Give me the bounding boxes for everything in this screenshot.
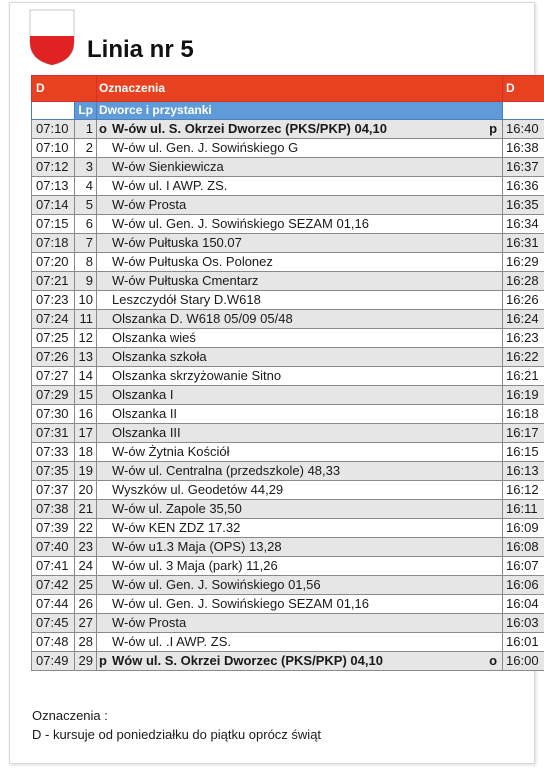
stop-cell bbox=[97, 291, 503, 310]
stop-name: W-ów KEN ZDZ 17.32 bbox=[112, 520, 241, 535]
table-row bbox=[32, 424, 544, 443]
stop-cell bbox=[97, 633, 503, 652]
table-row bbox=[32, 139, 544, 158]
stop-cell bbox=[97, 595, 503, 614]
stop-name: Olszanka skrzyżowanie Sitno bbox=[112, 368, 282, 383]
stop-cell bbox=[97, 272, 503, 291]
stop-name: Wyszków ul. Geodetów 44,29 bbox=[112, 482, 284, 497]
stop-number: 25 bbox=[75, 576, 97, 595]
stop-name: Olszanka III bbox=[112, 425, 181, 440]
stop-name: W-ów ul. Gen. J. Sowińskiego SEZAM 01,16 bbox=[112, 216, 369, 231]
return-time: 16:01 bbox=[503, 633, 544, 652]
stop-cell bbox=[97, 215, 503, 234]
departure-time: 07:14 bbox=[32, 196, 75, 215]
departure-time: 07:45 bbox=[32, 614, 75, 633]
stop-number: 21 bbox=[75, 500, 97, 519]
stop-number: 4 bbox=[75, 177, 97, 196]
stop-name: W-ów Sienkiewicza bbox=[112, 159, 224, 174]
table-row bbox=[32, 234, 544, 253]
stop-name: W-ów ul. I AWP. ZS. bbox=[112, 178, 228, 193]
table-row bbox=[32, 557, 544, 576]
timetable bbox=[31, 75, 539, 671]
stop-cell bbox=[97, 386, 503, 405]
return-time: 16:36 bbox=[503, 177, 544, 196]
legend bbox=[32, 706, 321, 744]
stop-name: W-ów ul. Gen. J. Sowińskiego G bbox=[112, 140, 299, 155]
stop-cell bbox=[97, 500, 503, 519]
subheader-row bbox=[32, 102, 544, 120]
departure-time: 07:26 bbox=[32, 348, 75, 367]
page-title: Linia nr 5 bbox=[87, 36, 194, 63]
return-time: 16:38 bbox=[503, 139, 544, 158]
stop-cell bbox=[97, 424, 503, 443]
table-row bbox=[32, 500, 544, 519]
stop-number: 16 bbox=[75, 405, 97, 424]
table-row bbox=[32, 633, 544, 652]
legend-title: Oznaczenia : bbox=[32, 708, 108, 723]
return-time: 16:07 bbox=[503, 557, 544, 576]
table-row bbox=[32, 329, 544, 348]
stop-name: Leszczydół Stary D.W618 bbox=[112, 292, 261, 307]
stop-number: 13 bbox=[75, 348, 97, 367]
table-row bbox=[32, 291, 544, 310]
timetable-table bbox=[31, 75, 544, 671]
stop-cell bbox=[97, 367, 503, 386]
return-time: 16:24 bbox=[503, 310, 544, 329]
stop-number: 20 bbox=[75, 481, 97, 500]
stop-number: 28 bbox=[75, 633, 97, 652]
header-dep: D bbox=[32, 76, 97, 102]
timetable-body bbox=[32, 120, 544, 671]
stop-cell bbox=[97, 348, 503, 367]
table-row bbox=[32, 443, 544, 462]
stop-number: 23 bbox=[75, 538, 97, 557]
departure-time: 07:42 bbox=[32, 576, 75, 595]
table-row bbox=[32, 215, 544, 234]
table-row bbox=[32, 481, 544, 500]
departure-time: 07:37 bbox=[32, 481, 75, 500]
stop-number: 11 bbox=[75, 310, 97, 329]
departure-time: 07:12 bbox=[32, 158, 75, 177]
return-time: 16:40 bbox=[503, 120, 544, 139]
table-row bbox=[32, 386, 544, 405]
return-time: 16:19 bbox=[503, 386, 544, 405]
stop-name: W-ów Prosta bbox=[112, 197, 187, 212]
stop-number: 29 bbox=[75, 652, 97, 671]
stop-name: W-ów ul. Zapole 35,50 bbox=[112, 501, 242, 516]
stop-number: 10 bbox=[75, 291, 97, 310]
table-row bbox=[32, 177, 544, 196]
departure-time: 07:25 bbox=[32, 329, 75, 348]
departure-time: 07:21 bbox=[32, 272, 75, 291]
table-row bbox=[32, 576, 544, 595]
stop-number: 19 bbox=[75, 462, 97, 481]
mark-right: p bbox=[489, 121, 498, 136]
stop-number: 2 bbox=[75, 139, 97, 158]
return-time: 16:03 bbox=[503, 614, 544, 633]
return-time: 16:21 bbox=[503, 367, 544, 386]
table-row bbox=[32, 538, 544, 557]
table-row bbox=[32, 462, 544, 481]
return-time: 16:15 bbox=[503, 443, 544, 462]
departure-time: 07:39 bbox=[32, 519, 75, 538]
return-time: 16:22 bbox=[503, 348, 544, 367]
stop-name: W-ów ul. S. Okrzei Dworzec (PKS/PKP) 04,10 bbox=[112, 121, 387, 136]
stop-name: Olszanka szkoła bbox=[112, 349, 207, 364]
departure-time: 07:48 bbox=[32, 633, 75, 652]
departure-time: 07:18 bbox=[32, 234, 75, 253]
return-time: 16:28 bbox=[503, 272, 544, 291]
return-time: 16:23 bbox=[503, 329, 544, 348]
stop-number: 17 bbox=[75, 424, 97, 443]
header-time: D bbox=[503, 76, 544, 102]
stop-number: 8 bbox=[75, 253, 97, 272]
departure-time: 07:30 bbox=[32, 405, 75, 424]
departure-time: 07:31 bbox=[32, 424, 75, 443]
stop-name: Wów ul. S. Okrzei Dworzec (PKS/PKP) 04,10 bbox=[112, 653, 383, 668]
return-time: 16:31 bbox=[503, 234, 544, 253]
coat-of-arms-icon bbox=[28, 8, 76, 66]
stop-cell bbox=[97, 405, 503, 424]
stop-number: 7 bbox=[75, 234, 97, 253]
return-time: 16:13 bbox=[503, 462, 544, 481]
stop-number: 18 bbox=[75, 443, 97, 462]
stop-cell bbox=[97, 576, 503, 595]
table-row bbox=[32, 310, 544, 329]
stop-name: Olszanka wieś bbox=[112, 330, 196, 345]
return-time: 16:06 bbox=[503, 576, 544, 595]
stop-cell bbox=[97, 177, 503, 196]
return-time: 16:17 bbox=[503, 424, 544, 443]
mark-left: o bbox=[99, 121, 107, 136]
stop-number: 12 bbox=[75, 329, 97, 348]
table-row bbox=[32, 652, 544, 671]
departure-time: 07:20 bbox=[32, 253, 75, 272]
return-time: 16:37 bbox=[503, 158, 544, 177]
stop-cell bbox=[97, 139, 503, 158]
departure-time: 07:40 bbox=[32, 538, 75, 557]
table-row bbox=[32, 348, 544, 367]
stop-name: Olszanka D. W618 05/09 05/48 bbox=[112, 311, 293, 326]
departure-time: 07:41 bbox=[32, 557, 75, 576]
subheader-blank bbox=[32, 102, 75, 120]
stop-cell bbox=[97, 462, 503, 481]
stop-name: W-ów Pułtuska 150.07 bbox=[112, 235, 242, 250]
table-row bbox=[32, 272, 544, 291]
stop-name: W-ów Żytnia Kościół bbox=[112, 444, 230, 459]
stop-cell bbox=[97, 652, 503, 671]
departure-time: 07:10 bbox=[32, 139, 75, 158]
header-stops: Dworce i przystanki bbox=[97, 102, 503, 120]
stop-name: W-ów ul. Gen. J. Sowińskiego 01,56 bbox=[112, 577, 321, 592]
departure-time: 07:29 bbox=[32, 386, 75, 405]
departure-time: 07:35 bbox=[32, 462, 75, 481]
return-time: 16:34 bbox=[503, 215, 544, 234]
stop-name: W-ów ul. .I AWP. ZS. bbox=[112, 634, 231, 649]
return-time: 16:08 bbox=[503, 538, 544, 557]
table-row bbox=[32, 253, 544, 272]
stop-number: 5 bbox=[75, 196, 97, 215]
stop-cell bbox=[97, 310, 503, 329]
header-lp: Lp bbox=[75, 102, 97, 120]
table-row bbox=[32, 405, 544, 424]
table-row bbox=[32, 196, 544, 215]
stop-name: W-ów Prosta bbox=[112, 615, 187, 630]
stop-name: W-ów ul. Gen. J. Sowińskiego SEZAM 01,16 bbox=[112, 596, 369, 611]
stop-number: 9 bbox=[75, 272, 97, 291]
stop-cell bbox=[97, 443, 503, 462]
departure-time: 07:27 bbox=[32, 367, 75, 386]
stop-cell bbox=[97, 519, 503, 538]
stop-cell bbox=[97, 120, 503, 139]
departure-time: 07:49 bbox=[32, 652, 75, 671]
stop-number: 1 bbox=[75, 120, 97, 139]
stop-name: Olszanka I bbox=[112, 387, 174, 402]
return-time: 16:18 bbox=[503, 405, 544, 424]
stop-cell bbox=[97, 329, 503, 348]
stop-cell bbox=[97, 557, 503, 576]
stop-number: 14 bbox=[75, 367, 97, 386]
table-row bbox=[32, 367, 544, 386]
return-time: 16:35 bbox=[503, 196, 544, 215]
header-marks: Oznaczenia bbox=[97, 76, 503, 102]
stop-cell bbox=[97, 481, 503, 500]
departure-time: 07:10 bbox=[32, 120, 75, 139]
departure-time: 07:44 bbox=[32, 595, 75, 614]
stop-cell bbox=[97, 614, 503, 633]
table-row bbox=[32, 158, 544, 177]
stop-name: W-ów ul. Centralna (przedszkole) 48,33 bbox=[112, 463, 341, 478]
stop-cell bbox=[97, 196, 503, 215]
stop-cell bbox=[97, 538, 503, 557]
table-row bbox=[32, 595, 544, 614]
stop-cell bbox=[97, 253, 503, 272]
mark-right: o bbox=[489, 653, 498, 668]
table-row bbox=[32, 120, 544, 139]
mark-left: p bbox=[99, 653, 107, 668]
stop-number: 24 bbox=[75, 557, 97, 576]
departure-time: 07:24 bbox=[32, 310, 75, 329]
departure-time: 07:23 bbox=[32, 291, 75, 310]
stop-number: 27 bbox=[75, 614, 97, 633]
return-time: 16:26 bbox=[503, 291, 544, 310]
stop-number: 22 bbox=[75, 519, 97, 538]
subheader-blank-right bbox=[503, 102, 544, 120]
departure-time: 07:13 bbox=[32, 177, 75, 196]
return-time: 16:29 bbox=[503, 253, 544, 272]
return-time: 16:04 bbox=[503, 595, 544, 614]
stop-cell bbox=[97, 234, 503, 253]
stop-name: W-ów Pułtuska Os. Polonez bbox=[112, 254, 273, 269]
legend-line: D - kursuje od poniedziałku do piątku oprócz świąt bbox=[32, 727, 322, 742]
departure-time: 07:38 bbox=[32, 500, 75, 519]
stop-name: W-ów Pułtuska Cmentarz bbox=[112, 273, 259, 288]
departure-time: 07:15 bbox=[32, 215, 75, 234]
stop-name: W-ów u1.3 Maja (OPS) 13,28 bbox=[112, 539, 282, 554]
stop-number: 3 bbox=[75, 158, 97, 177]
stop-number: 15 bbox=[75, 386, 97, 405]
return-time: 16:00 bbox=[503, 652, 544, 671]
stop-number: 6 bbox=[75, 215, 97, 234]
table-row bbox=[32, 519, 544, 538]
return-time: 16:11 bbox=[503, 500, 544, 519]
table-row bbox=[32, 614, 544, 633]
stop-name: W-ów ul. 3 Maja (park) 11,26 bbox=[112, 558, 278, 573]
header-row bbox=[32, 76, 544, 102]
departure-time: 07:33 bbox=[32, 443, 75, 462]
stop-number: 26 bbox=[75, 595, 97, 614]
return-time: 16:09 bbox=[503, 519, 544, 538]
stop-cell bbox=[97, 158, 503, 177]
stop-name: Olszanka II bbox=[112, 406, 178, 421]
return-time: 16:12 bbox=[503, 481, 544, 500]
